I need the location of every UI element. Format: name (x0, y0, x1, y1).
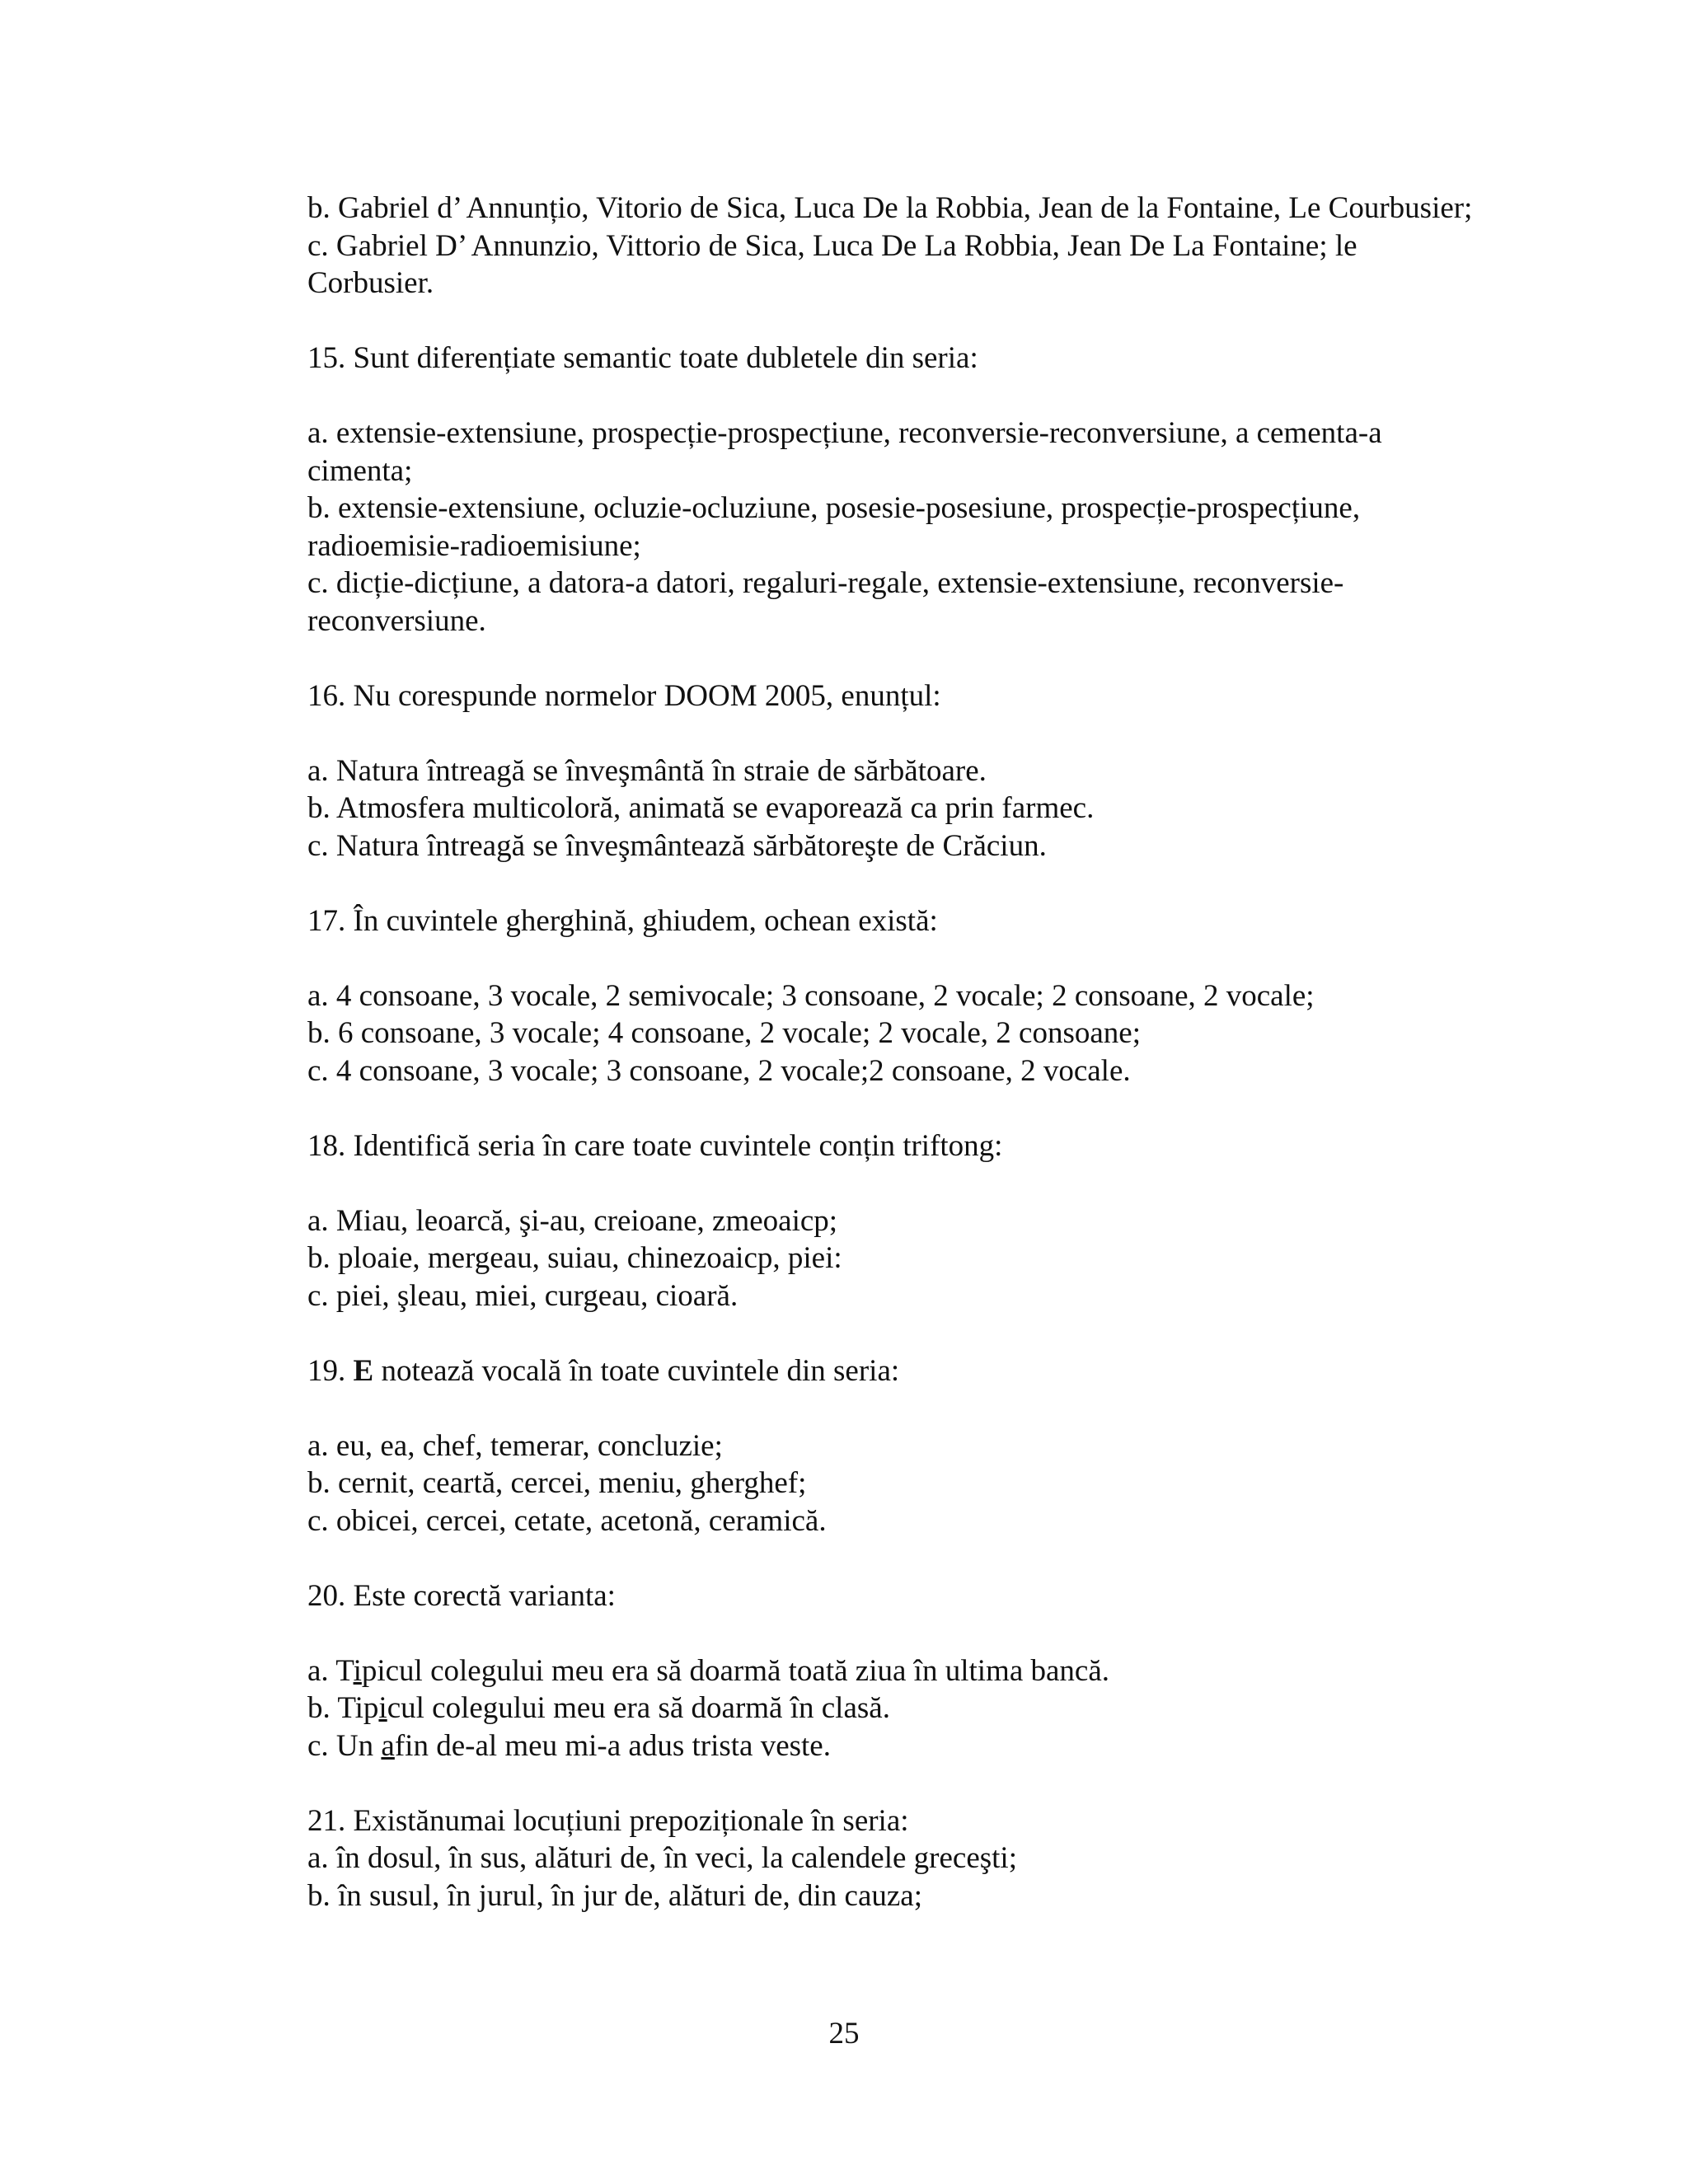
answer-20a-end: picul colegului meu era să doarmă toată ziua în ultima bancă. (361, 1653, 1110, 1688)
question-19 (307, 1352, 1478, 1390)
spacer (307, 715, 1478, 752)
answer-20a (307, 1652, 1478, 1690)
answer-17c: c. 4 consoane, 3 vocale; 3 consoane, 2 vocale;2 consoane, 2 vocale. (307, 1053, 1131, 1088)
answer-20c-underlined: a (381, 1728, 395, 1763)
question-15: 15. Sunt diferențiate semantic toate dubletele din seria: (307, 341, 978, 375)
answer-20a-start: a. T (307, 1653, 354, 1688)
answer-20b-start: b. Tip (307, 1691, 379, 1725)
spacer (307, 1165, 1478, 1202)
question-18: 18. Identifică seria în care toate cuvintele conțin triftong: (307, 1128, 1003, 1163)
page-number: 25 (828, 2017, 860, 2050)
answer-20c-start: c. Un (307, 1728, 382, 1763)
spacer (307, 1315, 1478, 1352)
spacer (307, 377, 1478, 415)
answer-16c: c. Natura întreagă se înveşmântează sărbătoreşte de Crăciun. (307, 828, 1047, 863)
question-21: 21. Existănumai locuțiuni prepoziționale în seria: (307, 1803, 909, 1838)
answer-19c: c. obicei, cercei, cetate, acetonă, ceramică. (307, 1503, 827, 1538)
question-19-number: 19. (307, 1353, 354, 1388)
answer-15c: c. dicție-dicțiune, a datora-a datori, regaluri-regale, extensie-extensiune, reconversie-reconversiune. (307, 566, 1344, 638)
spacer (307, 1615, 1478, 1652)
answer-20c-end: fin de-al meu mi-a adus trista veste. (394, 1728, 831, 1763)
answer-18a: a. Miau, leoarcă, şi-au, creioane, zmeoaicp; (307, 1203, 838, 1238)
answer-20c (307, 1727, 1478, 1765)
answer-18b: b. ploaie, mergeau, suiau, chinezoaicp, piei: (307, 1241, 842, 1275)
answer-16b: b. Atmosfera multicoloră, animată se evaporează ca prin farmec. (307, 791, 1095, 825)
answer-14b: b. Gabriel d’ Annunțio, Vitorio de Sica, Luca De la Robbia, Jean de la Fontaine, Le Courbusier; (307, 191, 1473, 225)
spacer (307, 1765, 1478, 1802)
answer-20a-underlined: i (353, 1653, 362, 1688)
spacer (307, 940, 1478, 977)
answer-21b: b. în susul, în jurul, în jur de, alături de, din cauza; (307, 1878, 922, 1913)
spacer (307, 302, 1478, 340)
answer-16a: a. Natura întreagă se înveşmântă în straie de sărbătoare. (307, 753, 987, 788)
question-20: 20. Este corectă varianta: (307, 1578, 616, 1613)
spacer (307, 1390, 1478, 1427)
spacer (307, 1540, 1478, 1577)
spacer (307, 640, 1478, 677)
answer-18c: c. piei, şleau, miei, curgeau, cioară. (307, 1278, 738, 1313)
answer-19a: a. eu, ea, chef, temerar, concluzie; (307, 1428, 723, 1463)
answer-21a: a. în dosul, în sus, alături de, în veci, la calendele greceşti; (307, 1841, 1017, 1875)
answer-20b (307, 1690, 1478, 1727)
answer-17b: b. 6 consoane, 3 vocale; 4 consoane, 2 vocale; 2 vocale, 2 consoane; (307, 1016, 1141, 1050)
answer-19b: b. cernit, ceartă, cercei, meniu, gherghef; (307, 1466, 807, 1500)
answer-17a: a. 4 consoane, 3 vocale, 2 semivocale; 3 consoane, 2 vocale; 2 consoane, 2 vocale; (307, 978, 1315, 1013)
question-19-bold-letter: E (353, 1353, 374, 1388)
question-19-text: notează vocală în toate cuvintele din seria: (373, 1353, 900, 1388)
answer-20b-end: cul colegului meu era să doarmă în clasă. (387, 1691, 890, 1725)
answer-15a: a. extensie-extensiune, prospecție-prospecțiune, reconversie-reconversiune, a cementa-a cimenta; (307, 416, 1382, 488)
spacer (307, 1090, 1478, 1127)
answer-14c: c. Gabriel D’ Annunzio, Vittorio de Sica, Luca De La Robbia, Jean De La Fontaine; le Corbusier. (307, 228, 1357, 300)
document-body (307, 190, 1478, 1915)
answer-15b: b. extensie-extensiune, ocluzie-ocluziune, posesie-posesiune, prospecție-prospecțiune, radioemisie-radioemisiune; (307, 491, 1361, 563)
question-16: 16. Nu corespunde normelor DOOM 2005, enunțul: (307, 678, 941, 713)
spacer (307, 865, 1478, 902)
question-17: 17. În cuvintele gherghină, ghiudem, ochean există: (307, 903, 938, 938)
answer-20b-underlined: i (378, 1691, 387, 1725)
